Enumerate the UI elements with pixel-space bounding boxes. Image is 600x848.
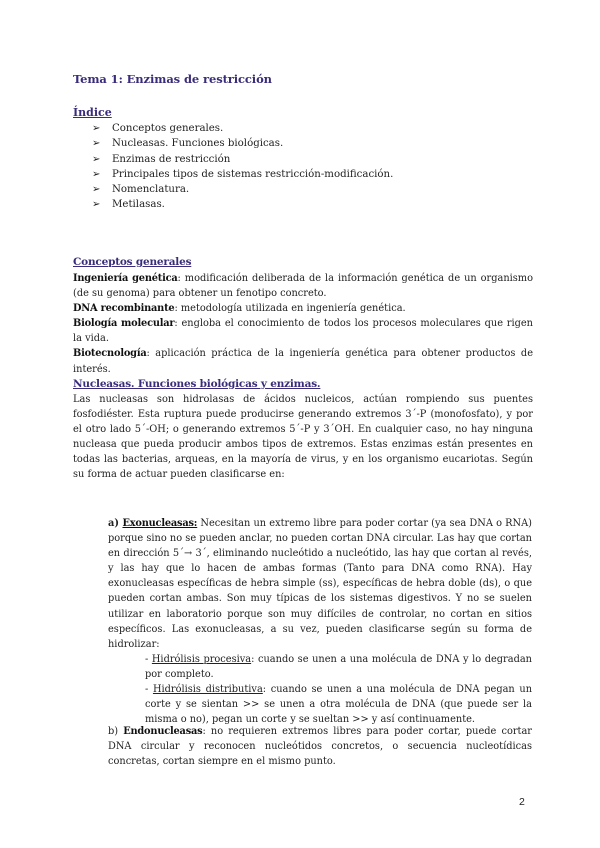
definition: Ingeniería genética: modificación deliberada de la información genética de un organismo (de su genoma) para obtener un fenotipo concreto.	[73, 273, 533, 300]
endonucleasas-paragraph: b) Endonucleasas: no requieren extremos libres para poder cortar, puede cortar DNA circular y reconocen nucleótidos concretos, o secuencia nucleotídicas concretas, cortan siempre en el mismo punto.	[108, 726, 532, 768]
hidrolisis-distributiva-term: Hidrólisis distributiva	[152, 684, 263, 696]
list-item: ➢ Nucleasas. Funciones biológicas.	[92, 136, 393, 151]
list-item: ➢ Enzimas de restricción	[92, 152, 393, 167]
endonucleasas-block	[108, 724, 532, 769]
arrow-bullet-icon: ➢	[92, 168, 101, 180]
list-item: ➢ Nomenclatura.	[92, 182, 393, 197]
definition-term: Biología molecular	[73, 318, 175, 330]
definition: DNA recombinante: metodología utilizada en ingeniería genética.	[73, 303, 406, 315]
exonucleasas-paragraph: a) Exonucleasas: Necesitan un extremo libre para poder cortar (ya sea DNA o RNA) porque sino no se pueden anclar, no pueden cortan DNA circular. Las hay que cortan en dirección 5´→ 3´, eliminando nucleótido a nucleótido, las hay que cortan al revés, y las hay que lo hacen de ambas formas (Tanto para DNA como RNA). Hay exonucleasas específicas de hebra simple (ss), específicas de hebra doble (ds), o que pueden cortan ambas. Son muy típicas de los sistemas digestivos. Y no se suelen utilizar en laboratorio porque son muy difíciles de controlar, no cortan en sitios específicos. Las exonucleasas, a su vez, pueden clasificarse según su forma de hidrolizar:	[108, 518, 532, 650]
nucleasas-heading: Nucleasas. Funciones biológicas y enzimas.	[73, 378, 321, 390]
definitions-block	[73, 271, 533, 377]
conceptos-heading: Conceptos generales	[73, 256, 192, 268]
arrow-bullet-icon: ➢	[92, 123, 101, 134]
definition-term: Ingeniería genética	[73, 273, 178, 284]
list-item: ➢ Conceptos generales.	[92, 121, 393, 136]
definition-term: Biotecnología	[73, 348, 147, 360]
list-item: - Hidrólisis distributiva: cuando se unen a una molécula de DNA pegan un corte y se sientan >> se unen a otra molécula de DNA (que puede ser la misma o no), pegan un corte y se sueltan >> y así continuamente.	[145, 684, 533, 726]
arrow-bullet-icon: ➢	[92, 199, 101, 211]
nucleasas-intro: Las nucleasas son hidrolasas de ácidos nucleicos, actúan rompiendo sus puentes fosfodiéster. Esta ruptura puede producirse generando extremos 3´-P (monofosfato), y por el otro lado 5´-OH; o generando extremos 5´-P y 3´OH. En cualquier caso, no hay ninguna nucleasa que pueda producir ambos tipos de extremos. Estas enzimas están presentes en todas las bacterias, arqueas, en la mayoría de virus, y en los organismo eucariotas. Según su forma de actuar pueden clasificarse en:	[73, 394, 533, 481]
list-item: ➢ Principales tipos de sistemas restricción-modificación.	[92, 167, 393, 182]
page-title: Tema 1: Enzimas de restricción	[73, 72, 272, 86]
list-item: ➢ Metilasas.	[92, 197, 393, 212]
definition: Biología molecular: engloba el conocimiento de todos los procesos moleculares que rigen la vida.	[73, 318, 533, 345]
exonucleasas-term: Exonucleasas:	[122, 518, 198, 529]
definition: Biotecnología: aplicación práctica de la ingeniería genética para obtener productos de interés.	[73, 348, 533, 375]
arrow-bullet-icon: ➢	[92, 138, 101, 150]
exonucleasas-block	[108, 516, 532, 727]
page-number: 2	[519, 796, 525, 808]
list-item: - Hidrólisis procesiva: cuando se unen a una molécula de DNA y lo degradan por completo.	[145, 653, 532, 680]
definition-term: DNA recombinante	[73, 303, 175, 315]
index-heading: Índice	[73, 106, 112, 119]
index-list	[92, 121, 393, 213]
endonucleasas-term: Endonucleasas	[123, 726, 203, 737]
arrow-bullet-icon: ➢	[92, 184, 101, 196]
arrow-bullet-icon: ➢	[92, 153, 101, 165]
hidrolisis-procesiva-term: Hidrólisis procesiva	[151, 653, 252, 665]
